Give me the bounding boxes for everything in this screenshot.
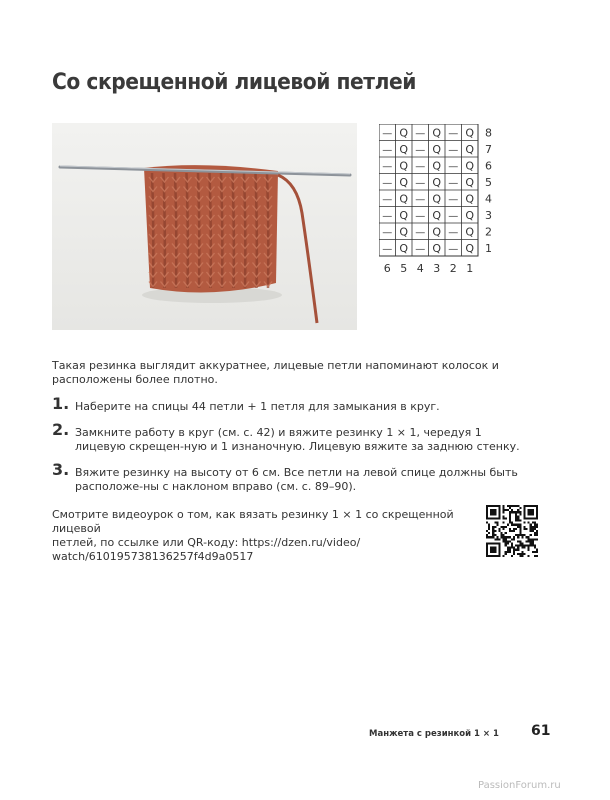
row-number: 4 [485,192,492,206]
twisted-knit-symbol: Q [432,126,442,140]
purl-symbol: — [415,128,426,140]
twisted-knit-symbol: Q [399,225,409,239]
purl-symbol: — [448,177,459,189]
purl-symbol: — [382,227,393,239]
twisted-knit-symbol: Q [465,126,475,140]
purl-symbol: — [415,177,426,189]
purl-symbol: — [382,177,393,189]
step-number: 3. [52,460,70,479]
page-number: 61 [531,723,551,739]
twisted-knit-symbol: Q [432,175,442,189]
purl-symbol: — [415,144,426,156]
purl-symbol: — [448,210,459,222]
purl-symbol: — [382,161,393,173]
twisted-knit-symbol: Q [399,175,409,189]
swatch-illustration [52,123,357,330]
page-title: Со скрещенной лицевой петлей [52,70,416,95]
twisted-knit-symbol: Q [399,241,409,255]
twisted-knit-symbol: Q [465,159,475,173]
step-text: Замкните работу в круг (см. с. 42) и вяжите резинку 1 × 1, чередуя 1 лицевую скрещен-ную и 1 изнаночную. Лицевую вяжите за заднюю стенку. [75,426,520,453]
video-link[interactable]: watch/610195738136257f4d9a0517 [52,550,254,563]
column-number: 3 [433,262,441,274]
purl-symbol: — [448,243,459,255]
row-number: 8 [485,126,492,140]
purl-symbol: — [382,194,393,206]
chart-grid [379,124,519,274]
twisted-knit-symbol: Q [432,208,442,222]
purl-symbol: — [415,243,426,255]
row-number: 6 [485,159,492,173]
twisted-knit-symbol: Q [432,241,442,255]
step-number: 2. [52,420,70,439]
step-number: 1. [52,394,70,413]
purl-symbol: — [382,128,393,140]
purl-symbol: — [448,161,459,173]
column-number: 4 [416,262,424,274]
twisted-knit-symbol: Q [399,159,409,173]
column-number: 5 [400,262,408,274]
purl-symbol: — [382,210,393,222]
twisted-knit-symbol: Q [399,126,409,140]
twisted-knit-symbol: Q [465,241,475,255]
twisted-knit-symbol: Q [465,225,475,239]
purl-symbol: — [415,194,426,206]
row-number: 2 [485,225,492,239]
twisted-knit-symbol: Q [399,142,409,156]
twisted-knit-symbol: Q [432,192,442,206]
purl-symbol: — [415,210,426,222]
twisted-knit-symbol: Q [432,225,442,239]
twisted-knit-symbol: Q [465,142,475,156]
purl-symbol: — [382,144,393,156]
row-number: 5 [485,175,492,189]
row-number: 7 [485,142,492,156]
knitting-swatch-photo [52,123,357,330]
video-note-line[interactable]: петлей, по ссылке или QR-коду: https://dzen.ru/video/ [52,536,361,549]
purl-symbol: — [382,243,393,255]
column-number: 1 [466,262,474,274]
qr-code[interactable] [486,505,538,561]
step-text: Наберите на спицы 44 петли + 1 петля для замыкания в круг. [75,400,440,413]
twisted-knit-symbol: Q [432,159,442,173]
twisted-knit-symbol: Q [399,192,409,206]
running-title: Манжета с резинкой 1 × 1 [369,729,499,739]
purl-symbol: — [415,161,426,173]
purl-symbol: — [448,128,459,140]
row-number: 1 [485,241,492,255]
twisted-knit-symbol: Q [432,142,442,156]
twisted-knit-symbol: Q [399,208,409,222]
twisted-knit-symbol: Q [465,208,475,222]
video-note [52,508,472,564]
watermark: PassionForum.ru [478,780,561,791]
twisted-knit-symbol: Q [465,192,475,206]
qr-code-icon[interactable] [486,505,538,557]
twisted-knit-symbol: Q [465,175,475,189]
purl-symbol: — [448,227,459,239]
purl-symbol: — [415,227,426,239]
video-note-line: Смотрите видеоурок о том, как вязать резинку 1 × 1 со скрещенной лицевой [52,508,454,535]
column-number: 2 [449,262,457,274]
purl-symbol: — [448,194,459,206]
pattern-chart [379,124,519,278]
step-text: Вяжите резинку на высоту от 6 см. Все петли на левой спице должны быть расположе-ны с наклоном вправо (см. с. 89–90). [75,466,518,493]
intro-paragraph: Такая резинка выглядит аккуратнее, лицевые петли напоминают колосок и расположены более плотно. [52,359,499,386]
column-number: 6 [383,262,391,274]
row-number: 3 [485,208,492,222]
purl-symbol: — [448,144,459,156]
